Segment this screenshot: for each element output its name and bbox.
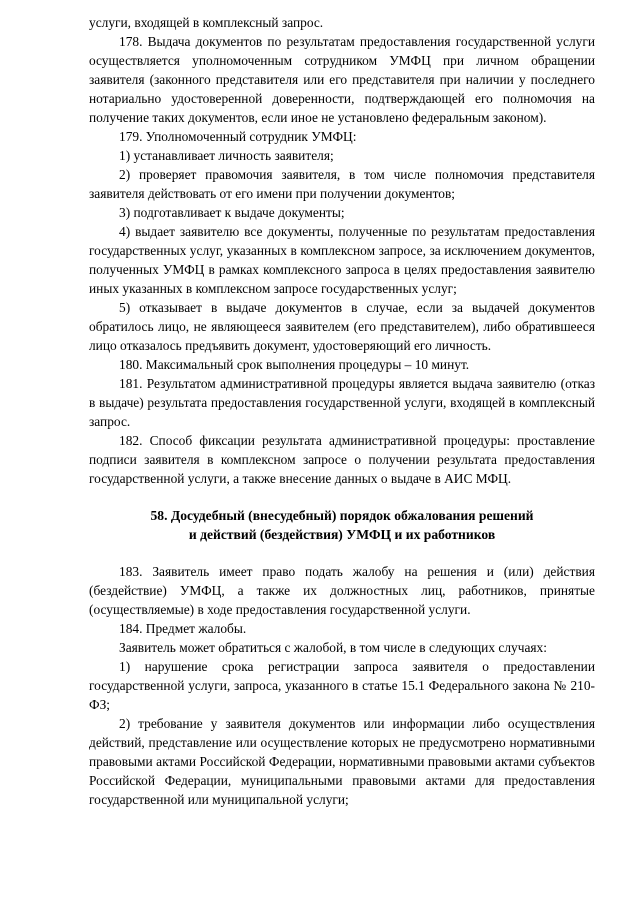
list-item-179-4: 4) выдает заявителю все документы, полученные по результатам предоставления государственных услуг, указанных в комплексном запросе, за исключением документов, полученных УМФЦ в рамках комплексного запроса в целях предоставления заявителю иных указанных в комплексном запросе государственных услуг; — [89, 224, 595, 296]
paragraph-continuation: услуги, входящей в комплексный запрос. — [89, 15, 324, 30]
list-item-179-2: 2) проверяет правомочия заявителя, в том числе полномочия представителя заявителя действовать от его имени при получении документов; — [89, 167, 595, 201]
paragraph-178: 178. Выдача документов по результатам предоставления государственной услуги осуществляется уполномоченным сотрудником УМФЦ при личном обращении заявителя (законного представителя или его представителя при наличии у последнего нотариально удостоверенной доверенности, подтверждающей его полномочия на получение таких документов, если иное не установлено федеральным законом). — [89, 34, 595, 125]
list-item-179-1: 1) устанавливает личность заявителя; — [119, 148, 334, 163]
section-heading-line-1: 58. Досудебный (внесудебный) порядок обжалования решений — [150, 508, 534, 523]
paragraph-182: 182. Способ фиксации результата административной процедуры: проставление подписи заявителя в комплексном запросе о получении результата предоставления государственной услуги, а также внесение данных о выдаче в АИС МФЦ. — [89, 433, 595, 486]
list-item-184-1: 1) нарушение срока регистрации запроса заявителя о предоставлении государственной услуги, запроса, указанного в статье 15.1 Федерального закона № 210-ФЗ; — [89, 659, 595, 712]
paragraph-179: 179. Уполномоченный сотрудник УМФЦ: — [119, 129, 357, 144]
list-item-179-3: 3) подготавливает к выдаче документы; — [119, 205, 345, 220]
paragraph-183: 183. Заявитель имеет право подать жалобу на решения и (или) действия (бездействие) УМФЦ, а также их должностных лиц, работников, принятые (осуществляемые) в ходе предоставления государственной услуги. — [89, 564, 595, 617]
list-item-184-2: 2) требование у заявителя документов или информации либо осуществления действий, представление или осуществление которых не предусмотрено нормативными правовыми актами Российской Федерации, нормативными правовыми актами субъектов Российской Федерации, муниципальными правовыми актами для предоставления государственной или муниципальной услуги; — [89, 716, 595, 807]
paragraph-184-intro: Заявитель может обратиться с жалобой, в том числе в следующих случаях: — [119, 640, 547, 655]
list-item-179-5: 5) отказывает в выдаче документов в случае, если за выдачей документов обратилось лицо, не являющееся заявителем (его представителем), либо обратившееся лицо отказалось предъявить документ, удостоверяющий его личность. — [89, 300, 595, 353]
section-heading — [89, 506, 595, 544]
paragraph-180: 180. Максимальный срок выполнения процедуры – 10 минут. — [119, 357, 470, 372]
paragraph-184: 184. Предмет жалобы. — [119, 621, 247, 636]
paragraph-181: 181. Результатом административной процедуры является выдача заявителю (отказ в выдаче) результата предоставления государственной услуги, входящей в комплексный запрос. — [89, 376, 595, 429]
section-heading-line-2: и действий (бездействия) УМФЦ и их работников — [188, 527, 496, 542]
document-page — [89, 13, 595, 809]
